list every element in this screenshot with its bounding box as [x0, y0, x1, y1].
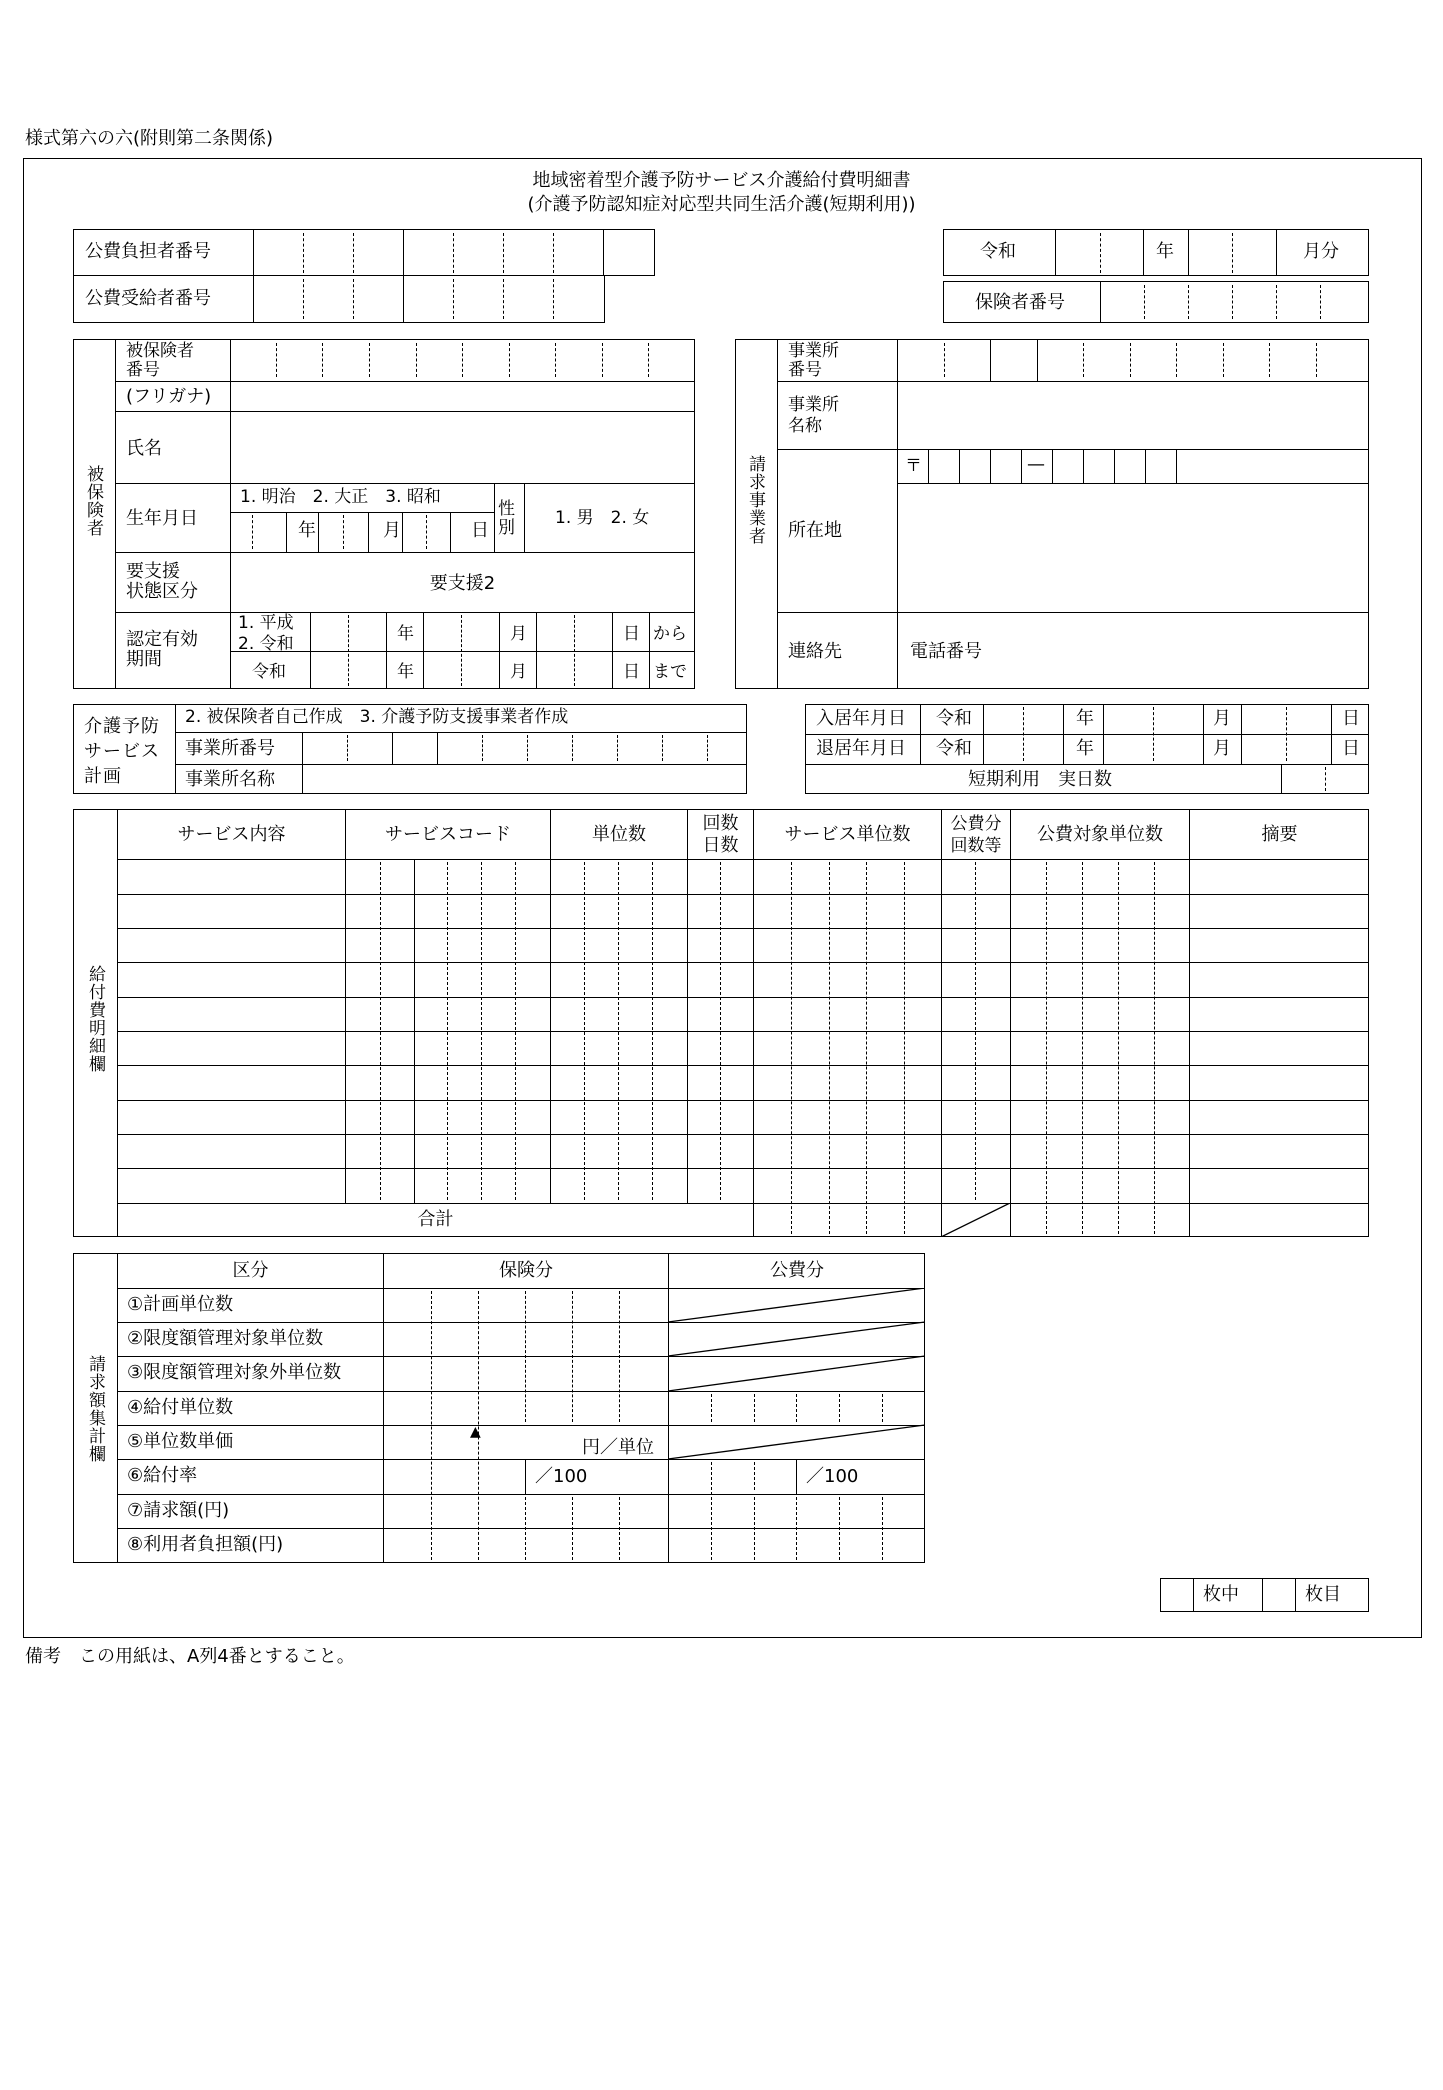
sheet-of-label: 枚中	[1203, 1584, 1239, 1605]
office-name-label: 事業所 名称	[788, 395, 839, 436]
sex-options: 1. 男 2. 女	[555, 508, 650, 528]
col-service-header: サービス内容	[177, 824, 286, 845]
valid-until-input[interactable]	[311, 652, 649, 689]
sex-select[interactable]	[525, 484, 694, 552]
col-public-count-header: 公費分 回数等	[950, 814, 1002, 856]
move-in-day-unit: 日	[1342, 708, 1360, 729]
sex-label: 性別	[498, 499, 515, 538]
summary-section-label: 請求額集計欄	[85, 1355, 105, 1463]
summary-values-input[interactable]	[384, 1289, 924, 1562]
insurer-no-input[interactable]	[1101, 282, 1368, 322]
details-rows-input[interactable]	[118, 860, 1368, 1203]
title-line1: 地域密着型介護予防サービス介護給付費明細書	[532, 170, 911, 191]
provider-section-label: 請求事業者	[745, 455, 765, 545]
valid-from-input[interactable]	[311, 613, 649, 651]
name-label: 氏名	[126, 438, 162, 459]
move-in-date-input[interactable]	[984, 705, 1331, 734]
birth-era-options: 1. 明治 2. 大正 3. 昭和	[240, 487, 441, 507]
year-label: 年	[1156, 241, 1174, 262]
short-term-days-label: 短期利用 実日数	[968, 769, 1112, 790]
details-section-label: 給付費明細欄	[85, 965, 105, 1073]
triangle-mark: ▲	[470, 1424, 481, 1440]
postal-mark: 〒	[905, 456, 922, 476]
public-payer-input[interactable]	[254, 230, 603, 275]
birth-year-unit: 年	[298, 520, 316, 541]
move-in-era: 令和	[936, 708, 972, 729]
insurance-per100-label: ／100	[535, 1466, 588, 1487]
title-line2: (介護予防認知症対応型共同生活介護(短期利用))	[527, 194, 916, 215]
care-level-value: 要支援2	[429, 573, 496, 594]
valid-until-day-unit: 日	[623, 662, 640, 682]
short-term-days-input[interactable]	[1282, 765, 1368, 793]
total-label: 合計	[417, 1209, 454, 1230]
summary-row-label: ②限度額管理対象単位数	[127, 1328, 324, 1349]
summary-row-label: ③限度額管理対象外単位数	[127, 1362, 342, 1383]
birthdate-label: 生年月日	[126, 508, 198, 529]
address-input[interactable]	[898, 484, 1368, 612]
postal-dash: —	[1027, 454, 1045, 475]
service-year-input[interactable]	[1056, 230, 1143, 275]
summary-row-label: ⑤単位数単価	[127, 1431, 234, 1452]
furigana-label: (フリガナ)	[126, 386, 212, 407]
sheet-nth-label: 枚目	[1305, 1584, 1341, 1605]
summary-row-label: ⑦請求額(円)	[127, 1500, 230, 1521]
col-units-header: 単位数	[592, 824, 646, 845]
valid-until-year-unit: 年	[397, 662, 414, 682]
valid-from-suffix: から	[653, 624, 687, 644]
valid-until-suffix: まで	[653, 662, 687, 682]
month-part-label: 月分	[1303, 241, 1339, 262]
col-notes-header: 摘要	[1261, 824, 1298, 845]
insurer-no-label: 保険者番号	[975, 292, 1065, 313]
summary-row-label: ⑥給付率	[127, 1465, 198, 1486]
office-no-label: 事業所 番号	[788, 341, 839, 380]
postal-code-input[interactable]	[929, 450, 1176, 483]
plan-office-name-input[interactable]	[303, 765, 746, 793]
move-out-day-unit: 日	[1342, 738, 1360, 759]
plan-office-no-label: 事業所番号	[185, 738, 275, 759]
summary-col-public: 公費分	[770, 1260, 824, 1281]
plan-office-no-input[interactable]	[303, 733, 746, 764]
public-recipient-label: 公費受給者番号	[85, 288, 211, 309]
birth-day-unit: 日	[471, 520, 489, 541]
service-month-input[interactable]	[1189, 230, 1276, 275]
public-per100-label: ／100	[806, 1466, 859, 1487]
col-code-header: サービスコード	[385, 824, 511, 845]
era-reiwa-label: 令和	[980, 241, 1016, 262]
contact-label: 連絡先	[788, 641, 842, 662]
valid-from-year-unit: 年	[397, 624, 414, 644]
public-payer-label: 公費負担者番号	[85, 241, 211, 262]
valid-until-month-unit: 月	[510, 662, 527, 682]
valid-from-month-unit: 月	[510, 624, 527, 644]
insured-section-label: 被保険者	[83, 465, 103, 537]
col-public-units-header: 公費対象単位数	[1037, 824, 1163, 845]
summary-col-insurance: 保険分	[499, 1260, 553, 1281]
col-count-header: 回数 日数	[702, 813, 739, 856]
address-label: 所在地	[788, 520, 842, 541]
move-out-year-unit: 年	[1076, 738, 1094, 759]
phone-label: 電話番号	[910, 641, 982, 662]
name-input[interactable]	[231, 412, 694, 483]
furigana-input[interactable]	[231, 382, 694, 411]
care-plan-options: 2. 被保険者自己作成 3. 介護予防支援事業者作成	[185, 707, 569, 727]
summary-col-category: 区分	[232, 1260, 269, 1281]
move-in-month-unit: 月	[1213, 708, 1231, 729]
move-out-era: 令和	[936, 738, 972, 759]
valid-period-label: 認定有効 期間	[126, 629, 198, 670]
move-in-year-unit: 年	[1076, 708, 1094, 729]
move-in-label: 入居年月日	[816, 708, 906, 729]
summary-row-label: ④給付単位数	[127, 1397, 234, 1418]
yen-per-unit-label: 円／単位	[582, 1437, 654, 1458]
birth-month-unit: 月	[383, 520, 401, 541]
move-out-label: 退居年月日	[816, 738, 906, 759]
office-name-input[interactable]	[898, 382, 1368, 449]
care-plan-label: 介護予防 サービス 計画	[84, 716, 160, 787]
era-heisei-option: 1. 平成	[238, 613, 294, 633]
public-recipient-input[interactable]	[254, 276, 603, 322]
phone-input[interactable]	[1010, 613, 1368, 689]
move-out-date-input[interactable]	[984, 735, 1331, 764]
move-out-month-unit: 月	[1213, 738, 1231, 759]
footnote: 備考 この用紙は、A列4番とすること。	[25, 1646, 355, 1667]
insured-number-input[interactable]	[231, 340, 694, 381]
sheet-total-input[interactable]	[1161, 1579, 1193, 1612]
total-public-count-diagonal	[941, 1203, 1010, 1237]
valid-from-day-unit: 日	[623, 624, 640, 644]
sheet-number-input[interactable]	[1263, 1579, 1295, 1612]
col-service-units-header: サービス単位数	[784, 824, 911, 845]
birthdate-input[interactable]	[231, 513, 494, 552]
office-no-input[interactable]	[898, 340, 1368, 381]
era-reiwa-option: 2. 令和	[238, 634, 294, 654]
valid-until-era: 令和	[252, 662, 286, 682]
care-level-label: 要支援 状態区分	[126, 561, 198, 602]
insured-number-label: 被保険者 番号	[126, 341, 194, 380]
plan-office-name-label: 事業所名称	[185, 769, 275, 790]
form-id: 様式第六の六(附則第二条関係)	[25, 128, 274, 149]
summary-row-label: ①計画単位数	[127, 1294, 234, 1315]
summary-row-label: ⑧利用者負担額(円)	[127, 1534, 284, 1555]
